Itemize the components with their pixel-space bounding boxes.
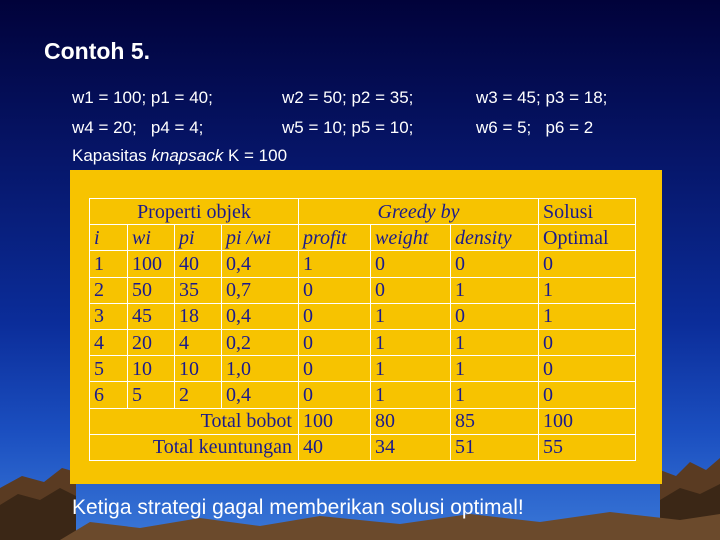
cell: 1: [451, 356, 539, 382]
table-row: [90, 277, 636, 303]
table-row: [90, 382, 636, 408]
cell: 4: [90, 329, 128, 355]
table-row: [90, 356, 636, 382]
cell: 0: [299, 303, 371, 329]
header-properti: Properti objek: [90, 199, 299, 225]
cell: 0: [299, 329, 371, 355]
cell: 0,4: [222, 382, 299, 408]
cell: 40: [299, 434, 371, 460]
total-bobot-label: Total bobot: [90, 408, 299, 434]
col-header-wi: wi: [128, 225, 175, 251]
cell: 1: [371, 303, 451, 329]
cell: 1: [451, 329, 539, 355]
item-weights-6: w6 = 5; p6 = 2: [476, 118, 594, 137]
cell: 0: [539, 382, 636, 408]
cell: 1: [451, 277, 539, 303]
cell: 0,4: [222, 251, 299, 277]
cell: 1: [451, 382, 539, 408]
capacity-line: Kapasitas knapsack K = 100: [72, 146, 288, 165]
cell: 0: [539, 356, 636, 382]
conclusion-caption: Ketiga strategi gagal memberikan solusi optimal!: [72, 496, 524, 519]
cell: 10: [128, 356, 175, 382]
cell: 0: [539, 329, 636, 355]
cell: 1: [539, 303, 636, 329]
col-header-profit: profit: [299, 225, 371, 251]
cell: 100: [299, 408, 371, 434]
col-header-pi: pi: [175, 225, 222, 251]
cell: 100: [539, 408, 636, 434]
total-keuntungan-row: [90, 434, 636, 460]
cell: 45: [128, 303, 175, 329]
cell: 51: [451, 434, 539, 460]
group-header-row: [90, 199, 636, 225]
cell: 6: [90, 382, 128, 408]
col-header-i: i: [90, 225, 128, 251]
cell: 20: [128, 329, 175, 355]
cell: 34: [371, 434, 451, 460]
cell: 55: [539, 434, 636, 460]
cell: 2: [90, 277, 128, 303]
cell: 100: [128, 251, 175, 277]
cell: 10: [175, 356, 222, 382]
cell: 2: [175, 382, 222, 408]
cell: 4: [175, 329, 222, 355]
cell: 0,4: [222, 303, 299, 329]
item-weights-1: w1 = 100; p1 = 40;: [72, 88, 213, 107]
cell: 50: [128, 277, 175, 303]
cell: 0: [451, 251, 539, 277]
cell: 0: [371, 251, 451, 277]
knapsack-table: [89, 198, 636, 461]
cell: 0,7: [222, 277, 299, 303]
item-weights-4: w4 = 20; p4 = 4;: [72, 118, 204, 137]
total-bobot-row: [90, 408, 636, 434]
table-row: [90, 251, 636, 277]
table-row: [90, 303, 636, 329]
cell: 1: [371, 356, 451, 382]
col-header-optimal: Optimal: [539, 225, 636, 251]
col-header-pi-wi: pi /wi: [222, 225, 299, 251]
cell: 40: [175, 251, 222, 277]
item-weights-2: w2 = 50; p2 = 35;: [282, 88, 414, 107]
total-keuntungan-label: Total keuntungan: [90, 434, 299, 460]
col-header-weight: weight: [371, 225, 451, 251]
cell: 3: [90, 303, 128, 329]
table-row: [90, 329, 636, 355]
cell: 1: [539, 277, 636, 303]
slide-title: Contoh 5.: [44, 38, 151, 64]
item-weights-3: w3 = 45; p3 = 18;: [476, 88, 608, 107]
cell: 0: [299, 277, 371, 303]
cell: 18: [175, 303, 222, 329]
cell: 5: [128, 382, 175, 408]
cell: 5: [90, 356, 128, 382]
item-weights-5: w5 = 10; p5 = 10;: [282, 118, 414, 137]
header-solusi: Solusi: [539, 199, 636, 225]
cell: 80: [371, 408, 451, 434]
header-greedy: Greedy by: [299, 199, 539, 225]
cell: 1: [90, 251, 128, 277]
cell: 1: [299, 251, 371, 277]
cell: 0: [299, 382, 371, 408]
cell: 0,2: [222, 329, 299, 355]
cell: 1: [371, 329, 451, 355]
cell: 35: [175, 277, 222, 303]
cell: 0: [451, 303, 539, 329]
col-header-density: density: [451, 225, 539, 251]
cell: 0: [299, 356, 371, 382]
column-header-row: [90, 225, 636, 251]
cell: 0: [539, 251, 636, 277]
cell: 1,0: [222, 356, 299, 382]
cell: 0: [371, 277, 451, 303]
cell: 85: [451, 408, 539, 434]
cell: 1: [371, 382, 451, 408]
